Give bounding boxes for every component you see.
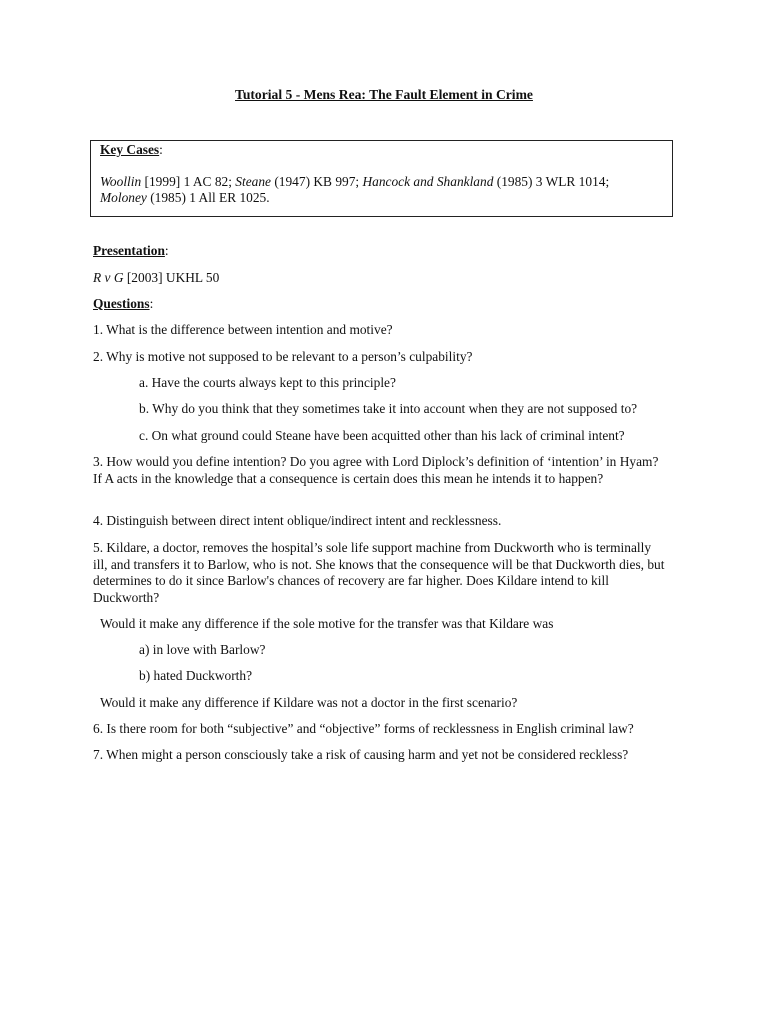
key-cases-box (90, 140, 673, 217)
question-4: 4. Distinguish between direct intent oblique/indirect intent and recklessness. (93, 513, 502, 528)
question-2b: b. Why do you think that they sometimes take it into account when they are not supposed to? (139, 401, 638, 416)
question-5b: b) hated Duckworth? (139, 668, 253, 683)
case-citation: (1985) 1 All ER 1025. (146, 190, 270, 205)
case-citation: (1985) 3 WLR 1014; (493, 173, 610, 189)
questions-heading: Questions: (93, 296, 154, 311)
case-citation: (1947) KB 997; (270, 173, 363, 189)
key-cases-list (100, 174, 663, 207)
question-5-motive: Would it make any difference if the sole motive for the transfer was that Kildare was (100, 616, 554, 631)
presentation-case: R v G [2003] UKHL 50 (93, 270, 220, 285)
question-1: 1. What is the difference between intention and motive? (93, 322, 393, 337)
case-citation: [1999] 1 AC 82; (141, 173, 236, 189)
question-5a: a) in love with Barlow? (139, 642, 266, 657)
document-title: Tutorial 5 - Mens Rea: The Fault Element in Crime (235, 87, 533, 102)
question-5-doctor: Would it make any difference if Kildare was not a doctor in the first scenario? (100, 695, 518, 710)
key-cases-heading: Key Cases: (100, 142, 163, 157)
question-7: 7. When might a person consciously take a risk of causing harm and yet not be considered reckless? (93, 747, 629, 762)
case-name: Hancock and Shankland (362, 173, 494, 189)
case-name: Woollin (100, 173, 142, 189)
case-name: Steane (235, 173, 271, 189)
question-5: 5. Kildare, a doctor, removes the hospital’s sole life support machine from Duckworth who is terminally ill, and transfers it to Barlow, who is not. She knows that the consequence will be that Duckworth dies, but determines to do it since Barlow's chances of recovery are far higher. Does Kildare intend to kill Duckworth? (93, 540, 665, 605)
question-3: 3. How would you define intention? Do you agree with Lord Diplock’s definition of ‘intention’ in Hyam? If A acts in the knowledge that a consequence is certain does this mean he intends it to happen? (93, 454, 659, 486)
presentation-heading: Presentation: (93, 243, 169, 258)
question-2c: c. On what ground could Steane have been acquitted other than his lack of criminal intent? (139, 428, 625, 443)
question-2: 2. Why is motive not supposed to be relevant to a person’s culpability? (93, 349, 473, 364)
case-name: Moloney (100, 190, 147, 205)
question-2a: a. Have the courts always kept to this principle? (139, 375, 396, 390)
question-6: 6. Is there room for both “subjective” and “objective” forms of recklessness in English criminal law? (93, 721, 634, 736)
